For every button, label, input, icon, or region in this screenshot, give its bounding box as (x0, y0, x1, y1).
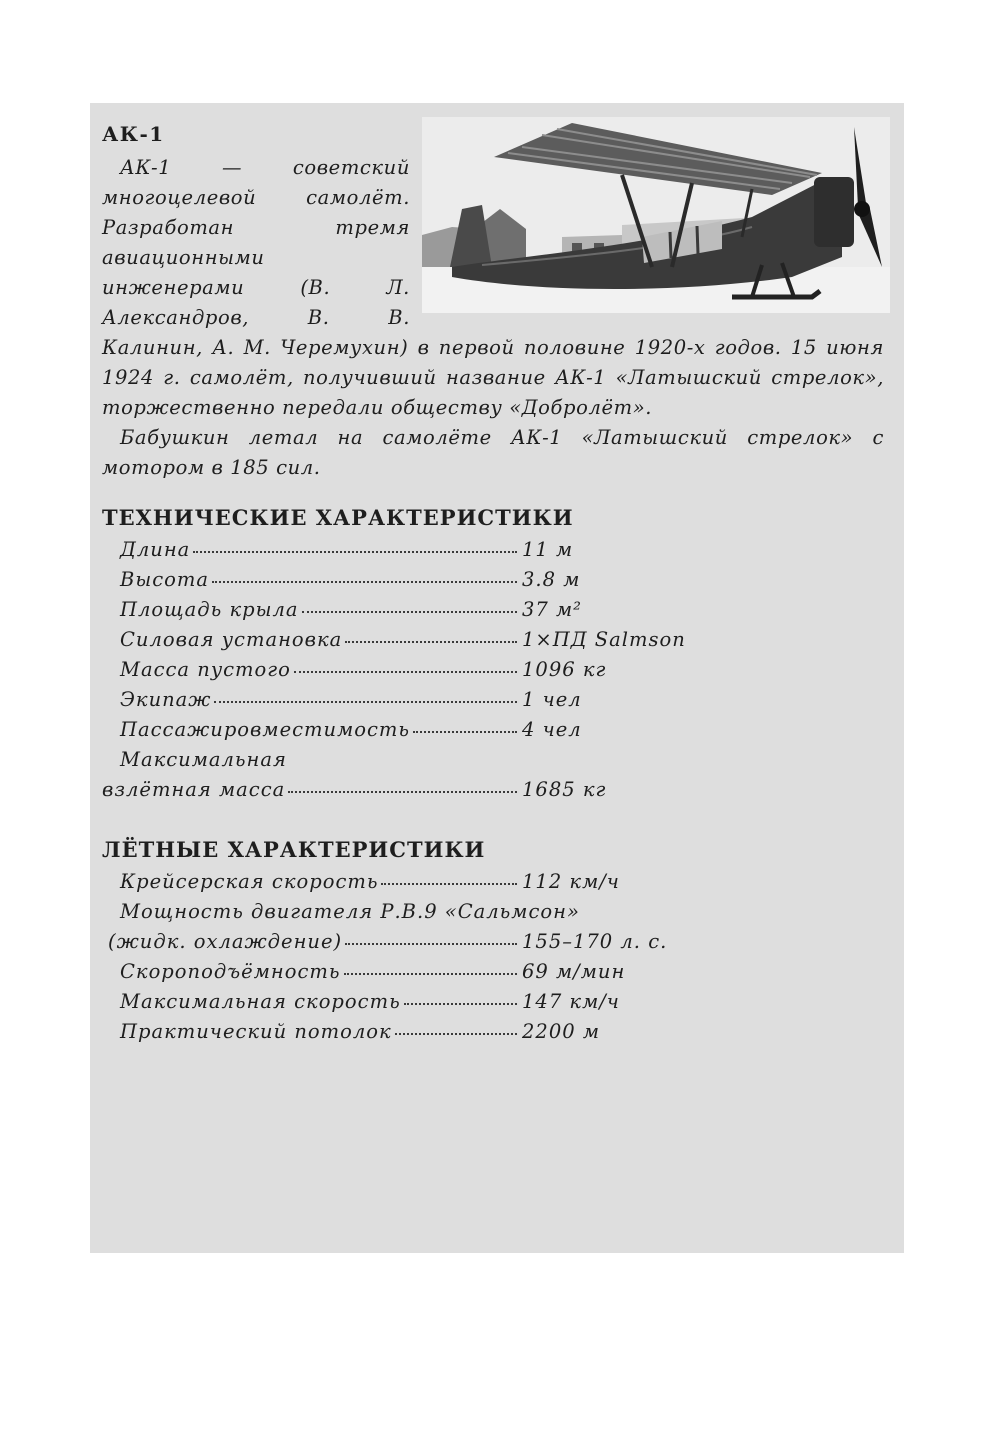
spec-value: 1685 кг (522, 778, 607, 801)
spec-name: Площадь крыла (120, 598, 299, 621)
spec-name: Практический потолок (120, 1020, 392, 1043)
spec-row (102, 625, 884, 655)
spec-row (102, 655, 884, 685)
spec-name: Мощность двигателя Р.В.9 «Сальмсон» (120, 900, 580, 923)
flight-specs (102, 867, 884, 1047)
spec-row (102, 987, 884, 1017)
article-title: АК-1 (102, 122, 165, 146)
spec-value: 2200 м (522, 1020, 600, 1043)
spec-row (102, 957, 884, 987)
spec-name: Масса пустого (120, 658, 291, 681)
dot-leader (294, 653, 517, 673)
spec-value: 4 чел (522, 718, 582, 741)
dot-leader (288, 773, 517, 793)
dot-leader (212, 563, 517, 583)
spec-name: Крейсерская скорость (120, 870, 379, 893)
spec-row (102, 867, 884, 897)
spec-value: 112 км/ч (522, 870, 620, 893)
spec-row (102, 745, 884, 775)
spec-row (102, 897, 884, 927)
spec-name: Максимальная скорость (120, 990, 401, 1013)
spec-row (102, 715, 884, 745)
technical-section (102, 503, 884, 805)
flight-heading: ЛЁТНЫЕ ХАРАКТЕРИСТИКИ (102, 837, 486, 862)
spec-value: 1096 кг (522, 658, 607, 681)
spec-value: 37 м² (522, 598, 582, 621)
spec-name: Длина (120, 538, 191, 561)
spec-row (102, 1017, 884, 1047)
spec-row (102, 565, 884, 595)
spec-row (102, 927, 884, 957)
technical-heading: ТЕХНИЧЕСКИЕ ХАРАКТЕРИСТИКИ (102, 505, 574, 530)
dot-leader (413, 713, 517, 733)
spec-row (102, 535, 884, 565)
spec-value: 11 м (522, 538, 574, 561)
spec-name: Максимальная (120, 748, 287, 771)
technical-specs (102, 535, 884, 805)
airplane-icon (422, 117, 890, 313)
dot-leader (381, 865, 517, 885)
article-paragraph-2: Бабушкин летал на самолёте АК-1 «Латышский стрелок» с мотором в 185 сил. (102, 426, 884, 479)
spec-row (102, 775, 884, 805)
spec-name: (жидк. охлаждение) (108, 930, 343, 953)
spec-name: Высота (120, 568, 209, 591)
dot-leader (344, 955, 517, 975)
article-intro: АК-1 — советский многоцелевой самолёт. Разработан тремя авиационными инженерами (В. Л. Александров, В. В. Калинин, А. М. Черемухин) в первой половине 1920-х годов. 15 июня 1924 г. самолёт, получивший название АК-1 «Латышский стрелок», торжественно передали обществу «Добролёт». (102, 156, 884, 419)
spec-value: 1 чел (522, 688, 582, 711)
spec-value: 147 км/ч (522, 990, 620, 1013)
dot-leader (404, 985, 517, 1005)
dot-leader (214, 683, 517, 703)
spec-name: Скороподъёмность (120, 960, 341, 983)
spec-name: Пассажировместимость (120, 718, 411, 741)
dot-leader (302, 593, 517, 613)
spec-value: 1×ПД Salmson (522, 628, 686, 651)
spec-name: Экипаж (120, 688, 212, 711)
dot-leader (345, 623, 517, 643)
spec-name: взлётная масса (102, 778, 286, 801)
spec-value: 69 м/мин (522, 960, 626, 983)
spec-value: 155–170 л. с. (522, 930, 668, 953)
spec-name: Силовая установка (120, 628, 343, 651)
spec-row (102, 685, 884, 715)
spec-row (102, 595, 884, 625)
dot-leader (193, 533, 517, 553)
airplane-photo (422, 117, 890, 313)
spec-value: 3.8 м (522, 568, 581, 591)
dot-leader (345, 925, 517, 945)
dot-leader (395, 1015, 517, 1035)
article-card (90, 103, 904, 1253)
flight-section (102, 835, 884, 1047)
